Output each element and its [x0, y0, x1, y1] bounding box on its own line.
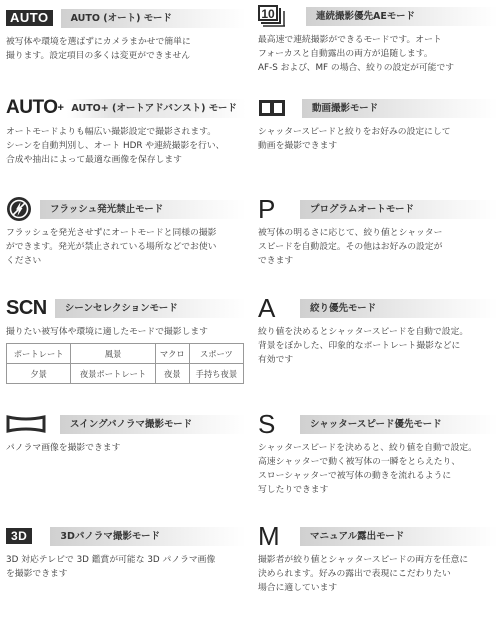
table-cell: 手持ち夜景: [189, 364, 243, 384]
section-header: [6, 96, 246, 120]
section-title: シーンセレクションモード: [55, 299, 246, 318]
section-manual-exposure-mode: [258, 521, 498, 595]
section-aperture-priority-mode: [258, 293, 498, 367]
section-auto-plus-mode: [6, 96, 246, 167]
section-title: 連続撮影優先AEモード: [306, 7, 498, 26]
scene-table: [6, 343, 244, 384]
table-row: [7, 364, 244, 384]
section-description: 絞り値を決めるとシャッタースピードを自動で設定。 背景をぼかした、印象的なポートレート撮影などに 有効です: [258, 327, 469, 365]
section-description: 最高速で連続撮影ができるモードです。オート フォーカスと自動露出の両方が追随します。 AF-S および、MF の場合、絞りの設定が可能です: [258, 35, 455, 73]
section-header: [258, 409, 498, 439]
svg-text:10: 10: [261, 7, 275, 21]
aperture-mode-icon: A: [258, 293, 276, 323]
section-description: シャッタースピードを決めると、絞り値を自動で設定。 高速シャッターで動く被写体の一瞬をとらえたり、 スローシャッターで被写体の動きを流れるように 写したりできます: [258, 443, 477, 495]
section-header: [6, 197, 246, 221]
section-title: マニュアル露出モード: [300, 527, 498, 546]
panorama-icon: [6, 414, 46, 434]
section-description: 3D 対応テレビで 3D 鑑賞が可能な 3D パノラマ画像 を撮影できます: [6, 555, 216, 579]
section-title: AUTO+ (オートアドバンスト) モード: [67, 99, 246, 118]
section-title: プログラムオートモード: [300, 200, 498, 219]
section-header: [258, 194, 498, 224]
section-description: 被写体や環境を選ばずにカメラまかせで簡単に 撮ります。設定項目の多くは変更ができません: [6, 37, 191, 61]
section-header: [6, 524, 246, 548]
table-cell: 夜景: [155, 364, 189, 384]
section-description: シャッタースピードと絞りをお好みの設定にして 動画を撮影できます: [258, 127, 451, 151]
table-cell: スポーツ: [189, 344, 243, 364]
table-cell: 風景: [71, 344, 156, 364]
section-title: 絞り優先モード: [300, 299, 498, 318]
section-header: [258, 4, 498, 28]
section-header: [258, 521, 498, 551]
section-title: 3Dパノラマ撮影モード: [50, 527, 246, 546]
section-description: フラッシュを発光させずにオートモードと同様の撮影 ができます。発光が禁止されている場所などでお使い ください: [6, 228, 217, 266]
section-description: オートモードよりも幅広い撮影設定で撮影されます。 シーンを自動判別し、オート HDR や連続撮影を行い、 合成や抽出によって最適な画像を保存します: [6, 127, 225, 165]
flash-off-icon: [6, 196, 32, 222]
section-header: [6, 296, 246, 320]
table-cell: マクロ: [155, 344, 189, 364]
table-cell: 夜景ポートレート: [71, 364, 156, 384]
section-3d-panorama-mode: [6, 524, 246, 581]
auto-mode-icon: AUTO: [6, 10, 53, 26]
section-title: 動画撮影モード: [302, 99, 498, 118]
section-program-auto-mode: [258, 194, 498, 268]
section-description: 撮影者が絞り値とシャッタースピードの両方を任意に 決められます。好みの露出で表現にこだわりたい 場合に適しています: [258, 555, 469, 593]
section-header: [6, 6, 246, 30]
table-cell: 夕景: [7, 364, 71, 384]
section-title: AUTO (オート) モード: [61, 9, 246, 28]
section-header: [258, 96, 498, 120]
program-mode-icon: P: [258, 194, 276, 224]
section-description: 撮りたい被写体や環境に適したモードで撮影します: [6, 327, 208, 337]
section-header: [6, 412, 246, 436]
section-title: フラッシュ発光禁止モード: [40, 200, 246, 219]
section-movie-mode: [258, 96, 498, 153]
section-header: [258, 293, 498, 323]
section-scene-selection-mode: [6, 296, 246, 384]
3d-mode-icon: 3D: [6, 528, 32, 544]
section-title: シャッタースピード優先モード: [300, 415, 498, 434]
auto-plus-mode-icon: AUTO +: [6, 97, 64, 118]
section-auto-mode: [6, 6, 246, 63]
manual-mode-icon: M: [258, 521, 280, 551]
section-flash-off-mode: [6, 197, 246, 268]
movie-icon: [258, 99, 286, 117]
section-swing-panorama-mode: [6, 412, 246, 455]
section-title: スイングパノラマ撮影モード: [60, 415, 246, 434]
table-cell: ポートレート: [7, 344, 71, 364]
section-description: パノラマ画像を撮影できます: [6, 443, 121, 453]
table-row: [7, 344, 244, 364]
scn-mode-icon: SCN: [6, 297, 47, 319]
shutter-mode-icon: S: [258, 409, 276, 439]
section-description: 被写体の明るさに応じて、絞り値とシャッター スピードを自動設定。その他はお好みの設定が できます: [258, 228, 443, 266]
continuous-shooting-icon: [258, 5, 292, 27]
section-shutter-priority-mode: [258, 409, 498, 497]
section-continuous-priority-ae-mode: [258, 4, 498, 75]
